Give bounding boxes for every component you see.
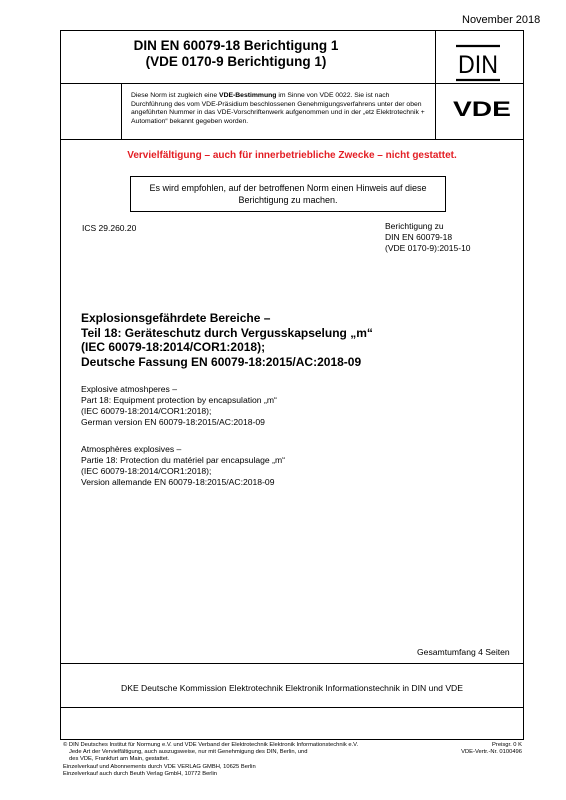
french-title-line: (IEC 60079-18:2014/COR1:2018); [81, 466, 212, 476]
document-title [66, 38, 406, 70]
footer-line: © DIN Deutsches Institut für Normung e.V. und VDE Verband der Elektrotechnik Elektronik Informationstechnik e.V. [63, 742, 359, 748]
divider-note-left [121, 83, 122, 139]
english-title-line: German version EN 60079-18:2015/AC:2018-09 [81, 417, 265, 427]
dke-line: DKE Deutsche Kommission Elektrotechnik Elektronik Informationstechnik in DIN und VDE [121, 683, 463, 693]
french-title [81, 444, 501, 488]
din-logo [454, 44, 502, 82]
correction-reference [385, 221, 471, 254]
ics-code: ICS 29.260.20 [82, 223, 137, 233]
german-title [81, 311, 501, 369]
ref-line: Berichtigung zu [385, 221, 444, 231]
german-title-line: Deutsche Fassung EN 60079-18:2015/AC:2018-09 [81, 354, 362, 369]
divider-note [61, 139, 523, 140]
din-logo-text: DIN [458, 51, 498, 79]
footer-line: des VDE, Frankfurt am Main, gestattet. [69, 756, 170, 763]
footer-line: Einzelverkauf und Abonnements durch VDE VERLAG GMBH, 10625 Berlin [63, 763, 256, 770]
title-line-2: (VDE 0170-9 Berichtigung 1) [145, 54, 327, 69]
publication-date: November 2018 [462, 14, 541, 26]
footer-price [442, 742, 522, 756]
vde-note-bold: VDE-Bestimmung [219, 92, 277, 99]
vde-note-text-1: Diese Norm ist zugleich eine [131, 92, 220, 99]
vde-note [131, 92, 431, 126]
english-title-line: Explosive atmoshperes – [81, 384, 178, 394]
divider-dke [61, 707, 523, 708]
divider-title [61, 83, 523, 84]
divider-pages [61, 663, 523, 664]
vde-note-text-2: im Sinne von VDE 0022. Sie ist nach Durchführung des vom VDE-Präsidium beschlossenen Genehmigungsverfahrens unter der oben angeführten Nummer in das VDE-Vorschriftenwerk aufgenommen und in der „etz Elektrotechnik + Automation“ bekannt gegeben worden. [131, 92, 425, 125]
english-title [81, 384, 501, 428]
german-title-line: Teil 18: Geräteschutz durch Vergusskapselung „m“ [81, 325, 373, 340]
ref-line: DIN EN 60079-18 [385, 232, 453, 242]
vde-logo-text: VDE [453, 98, 511, 119]
french-title-line: Version allemande EN 60079-18:2015/AC:2018-09 [81, 477, 275, 487]
vde-logo [452, 97, 512, 119]
german-title-line: Explosionsgefährdete Bereiche – [81, 311, 271, 325]
correction-hint-box [130, 176, 446, 212]
price-group: Preisgr. 0 K [492, 742, 522, 748]
vde-distribution-number: VDE-Vertr.-Nr. 0100496 [461, 749, 522, 756]
reproduction-warning: Vervielfältigung – auch für innerbetriebliche Zwecke – nicht gestattet. [127, 150, 457, 161]
footer-line: Jede Art der Vervielfältigung, auch auszugsweise, nur mit Genehmigung des DIN, Berlin, und [69, 749, 308, 756]
title-line-1: DIN EN 60079-18 Berichtigung 1 [133, 38, 339, 53]
german-title-line: (IEC 60079-18:2014/COR1:2018); [81, 340, 266, 354]
footer-line: Einzelverkauf auch durch Beuth Verlag GmbH, 10772 Berlin [63, 770, 218, 777]
french-title-line: Partie 18: Protection du matériel par encapsulage „m“ [81, 455, 285, 465]
ref-line: (VDE 0170-9):2015-10 [385, 243, 471, 253]
french-title-line: Atmosphères explosives – [81, 444, 182, 454]
divider-logo-column [435, 31, 436, 139]
correction-hint-text: Es wird empfohlen, auf der betroffenen Norm einen Hinweis auf diese Berichtigung zu machen. [149, 183, 427, 205]
english-title-line: Part 18: Equipment protection by encapsulation „m“ [81, 395, 277, 405]
total-pages: Gesamtumfang 4 Seiten [417, 647, 510, 657]
footer-copyright [63, 742, 433, 778]
english-title-line: (IEC 60079-18:2014/COR1:2018); [81, 406, 212, 416]
